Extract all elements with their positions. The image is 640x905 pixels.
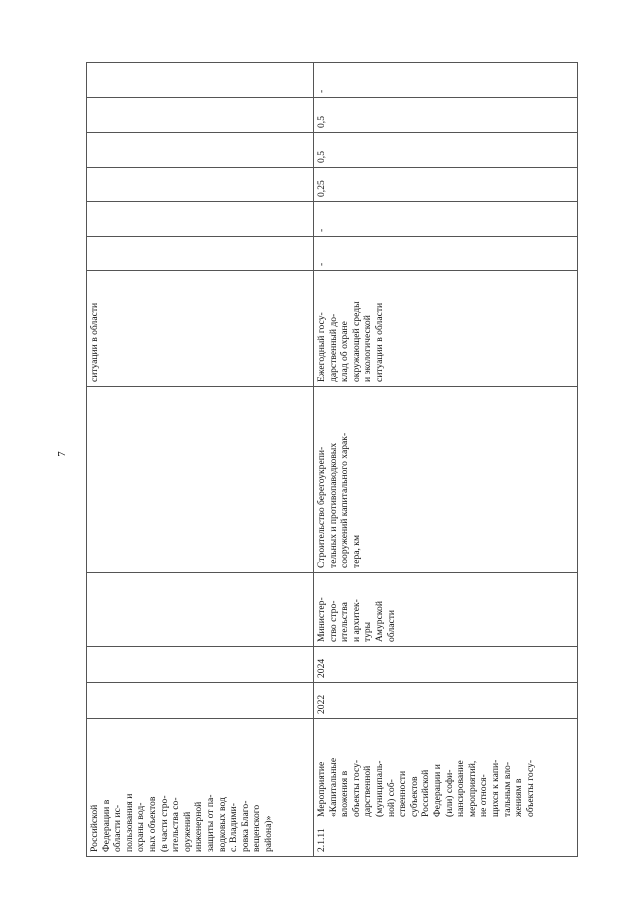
value-cell-3 xyxy=(314,168,577,201)
value-cell-5 xyxy=(314,98,577,132)
page-number: 7 xyxy=(56,451,68,457)
prev-row-source-cell xyxy=(87,271,313,386)
year-start: 2022 xyxy=(316,694,327,714)
value-3: 0,25 xyxy=(316,180,327,197)
year-end: 2024 xyxy=(316,658,327,678)
prev-row-source-text: ситуации в области xyxy=(89,302,100,382)
indicators-table xyxy=(86,62,578,857)
row-2-1-11-executor-cell xyxy=(314,573,577,646)
executor-text: Министер- ство стро- ительства и архитек- туры Амурской области xyxy=(316,597,397,642)
row-name-text: Мероприятие «Капитальные вложения в объекты госу- дарственной (муниципаль- ной) соб- ственности субъектов Российской Федерации и (или) софи- нансирование мероприятий, не относя- щихся к капи- тальным вло- жениям в объекты госу- xyxy=(316,757,536,817)
row-2-1-11-source-cell xyxy=(314,271,577,386)
row-2-1-11-number-cell xyxy=(314,821,577,856)
prev-row-name-text: Российской Федерации в области ис- пользования и охраны вод- ных объектов (в части стро- ительства со- оружений инженерной защиты от па- водковых вод с. Владими- ровка Благо- вещенского района)» xyxy=(89,793,274,852)
value-6: - xyxy=(316,89,327,93)
indicator-text: Строительство берегоукрепи- тельных и противопаводковых сооружений капитального харак- тера, км xyxy=(316,432,362,568)
value-4: 0,5 xyxy=(316,151,327,163)
value-cell-4 xyxy=(314,133,577,167)
row-2-1-11-indicator-cell xyxy=(314,387,577,572)
row-2-1-11-year-end-cell xyxy=(314,647,577,682)
value-cell-2 xyxy=(314,202,577,236)
row-number: 2.1.11 xyxy=(316,828,327,852)
value-cell-1 xyxy=(314,237,577,270)
prev-row-name-cell xyxy=(87,719,313,856)
value-5: 0,5 xyxy=(316,116,327,128)
source-text: Ежегодный госу- дарственный до- клад об охране окружающей среды и экологической ситуации в области xyxy=(316,301,385,382)
row-2-1-11-name-cell xyxy=(314,719,577,821)
row-2-1-11-year-start-cell xyxy=(314,683,577,718)
value-2: - xyxy=(316,228,327,232)
value-1: - xyxy=(316,262,327,266)
value-cell-6 xyxy=(314,63,577,97)
